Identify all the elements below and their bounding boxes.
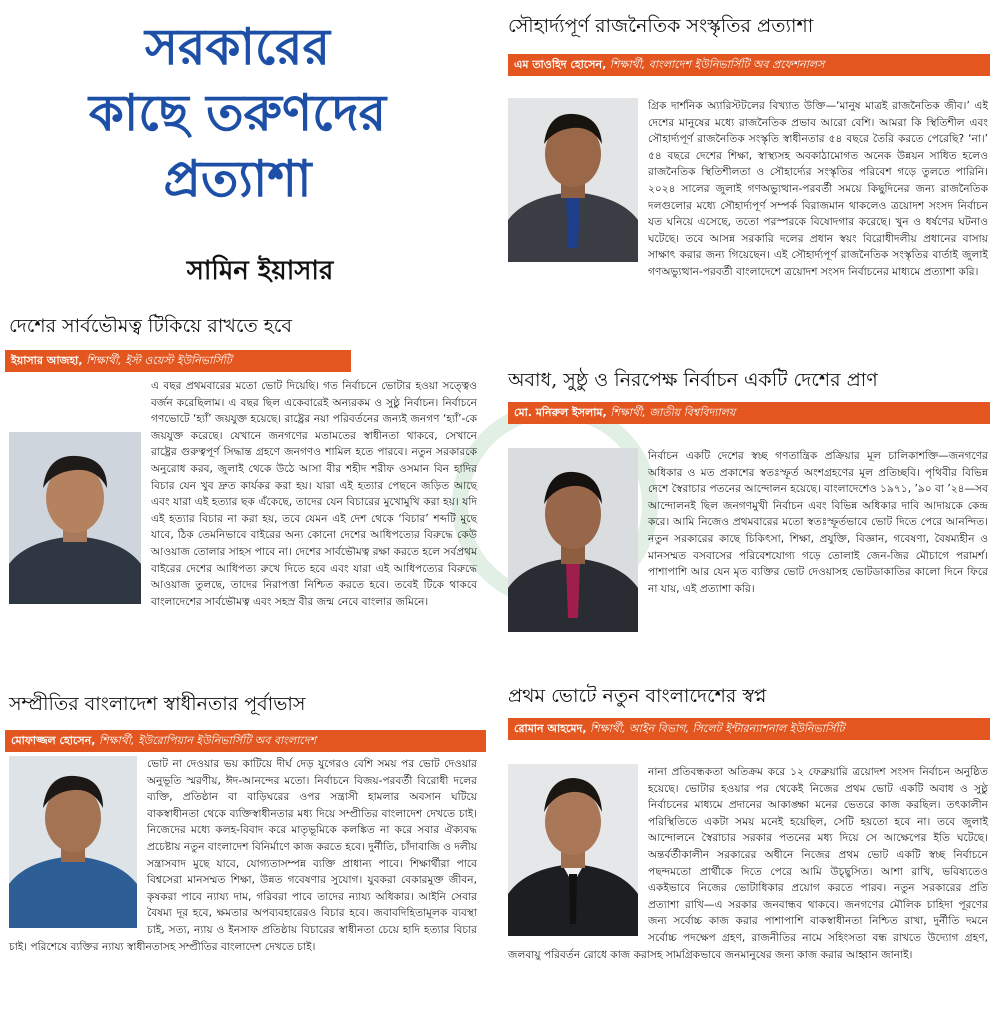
author-role: শিক্ষার্থী, ইস্ট ওয়েস্ট ইউনিভার্সিটি [86,354,232,367]
author-bar [508,402,990,424]
article-heading: প্রথম ভোটে নতুন বাংলাদেশের স্বপ্ন [508,685,767,707]
author-name: মো. মনিরুল ইসলাম, [514,406,607,419]
article-heading: অবাধ, সুষ্ঠু ও নিরপেক্ষ নির্বাচন একটি দেশের প্রাণ [508,369,878,391]
article-text: ভোট না দেওয়ার ভয় কাটিয়ে দীর্ঘ দেড় যুগেরও বেশি সময় পর ভোট দেওয়ার অনুভূতি স্মরণীয়, ঈদ-আনন্দের মতো। নির্বাচনে বিজয়-পরবর্তী বিরোধী দলের ব্যক্তি, প্রতিষ্ঠান বা বাড়িঘরের ওপর সন্ত্রাসী হামলার অবসান ঘটিয়ে বাকস্বাধীনতা থেকে ব্যক্তিস্বাধীনতার মধ্য দিয়ে সম্প্রীতির বাংলাদেশ দেখতে চাই। নিজেদের মধ্যে কলহ-বিবাদ করে মাতৃভূমিকে কলঙ্কিত না করে সবার ঐক্যবদ্ধ প্রচেষ্টায় নতুন বাংলাদেশ বিনির্মাণে কাজ করতে হবে। দুর্নীতি, চাঁদাবাজি ও দলীয় সন্ত্রাসবাদ মুছে যাবে, যোগ্যতাসম্পন্ন ব্যক্তি প্রাধান্য পাবে। শিক্ষার্থীরা পাবে বিশ্বসেরা মানসম্মত শিক্ষা, উন্নত গবেষণার সুযোগ। যুবকরা বেকারমুক্ত জীবন, কৃষকরা পাবে ন্যায্য দাম, গরিবরা পাবে তাদের ন্যায্য অধিকার। আইনি সেবার বৈষম্য দূর হবে, ক্ষমতার অপব্যবহারেরও বিচার হবে। জবাবদিহিতামূলক ব্যবস্থা চাই, সত্য, ন্যায় ও ইনসাফ প্রতিষ্ঠায় বিচারের স্বাধীনতা চেয়ে হাদি হত্যার বিচার চাই। পরিশেষে ব্যক্তির ন্যায্য স্বাধীনতাসহ সম্প্রীতির বাংলাদেশ দেখতে চাই। [9,758,477,953]
article-body [9,756,477,1022]
author-name: ইয়াসার আজহা, [11,354,83,367]
byline: সামিন ইয়াসার [186,256,334,286]
portrait-photo [508,98,638,262]
article-text: নির্বাচন একটি দেশের স্বচ্ছ গণতান্ত্রিক প্রক্রিয়ার মূল চালিকাশক্তি—জনগণের অধিকার ও মত প্রকাশের স্বতঃস্ফূর্ত অংশগ্রহণের মূল প্রতিচ্ছবি। পৃথিবীর বিভিন্ন দেশে স্বৈরাচার পতনের আন্দোলন হয়েছে। বাংলাদেশেও ১৯৭১, ’৯০ বা ’২৪—সব আন্দোলনই ছিল জনগণমুখী নির্বাচন এবং বিভিন্ন অধিকার দাবি আদায়কে কেন্দ্র করে। আমি নিজেও প্রথমবারের মতো স্বতঃস্ফূর্তভাবে ভোট দিতে পেরে আনন্দিত। নতুন সরকারের কাছে চিকিৎসা, শিক্ষা, প্রযুক্তি, বিজ্ঞান, গবেষণা, বৈষম্যহীন ও মানসম্মত বসবাসের পরিবেশযোগ্য গড়ে তোলাই জেন-জির মৌচাগে পরামর্শ। পাশাপাশি আর যেন মৃত ব্যক্তির ভোট দেওয়াসহ ভোটডাকাতির কালো দিনে ফিরে না যায়, এই প্রত্যাশা করি। [648,450,988,595]
portrait-photo [9,756,137,928]
article-heading: সৌহার্দ্যপূর্ণ রাজনৈতিক সংস্কৃতির প্রত্যাশা [508,15,814,37]
title-line: কাছে তরুণদের [88,83,387,142]
portrait-photo [508,764,638,936]
author-role: শিক্ষার্থী, ইউরোপিয়ান ইউনিভার্সিটি অব বাংলাদেশ [98,734,316,747]
author-role: শিক্ষার্থী, বাংলাদেশ ইউনিভার্সিটি অব প্রফেশনালস [609,58,825,71]
article-body [508,448,988,654]
author-name: মোফাজ্জল হোসেন, [11,734,96,747]
article-body [508,98,988,342]
article-heading: দেশের সার্বভৌমত্ব টিকিয়ে রাখতে হবে [9,315,292,337]
title-line: প্রত্যাশা [163,149,312,208]
author-bar [508,718,990,740]
article-heading: সম্প্রীতির বাংলাদেশ স্বাধীনতার পূর্বাভাস [9,693,306,715]
author-bar [5,350,351,372]
author-role: শিক্ষার্থী, জাতীয় বিশ্ববিদ্যালয় [610,406,736,419]
author-name: রোমান আহমেদ, [514,722,587,735]
article-sovereignty [0,312,482,662]
portrait-photo [9,432,141,604]
article-political-culture [502,12,992,342]
author-bar [5,730,486,752]
article-fair-election [502,366,992,656]
author-bar [508,54,990,76]
title-line: সরকারের [144,17,331,76]
author-role: শিক্ষার্থী, আইন বিভাগ, সিলেট ইন্টারন্যাশনাল ইউনিভার্সিটি [590,722,845,735]
article-text: গ্রিক দার্শনিক অ্যারিস্টটলের বিখ্যাত উক্তি—‘মানুষ মাত্রই রাজনৈতিক জীব।’ এই দেশের মানুষের মধ্যে রাজনৈতিক প্রভাব আরো বেশি। আমরা কি স্থিতিশীল এবং সৌহার্দ্যপূর্ণ রাজনৈতিক সংস্কৃতি স্বাধীনতার ৫৪ বছরে তৈরি করতে পেরেছি? ‘না।’ ৫৪ বছরে দেশের শিক্ষা, স্বাস্থ্যসহ অবকাঠামোগত অনেক উন্নয়ন সাধিত হলেও রাজনৈতিক স্থিতিশীলতা ও সৌহার্দ্যের সংস্কৃতির পরিবেশ গড়ে তুলতে পারিনি। ২০২৪ সালের জুলাই গণঅভ্যুত্থান-পরবর্তী সময়ে কিছুদিনের জন্য রাজনৈতিক দলগুলোর মধ্যে সৌহার্দ্যপূর্ণ সম্পর্ক বিরাজমান থাকলেও ত্রয়োদশ সংসদ নির্বাচন যত ঘনিয়ে এসেছে, ততো পরস্পরকে বিষোদগার করেছে। খুন ও ধর্ষণের ঘটনাও ঘটেছে। তবে আসন্ন সরকারি দলের প্রধান স্বয়ং বিরোধীদলীয় প্রধানের বাসায় সাক্ষাৎ করার জন্য গিয়েছেন। এই সৌহার্দ্যপূর্ণ রাজনৈতিক সংস্কৃতির বার্তাই জুলাই গণঅভ্যুত্থান-পরবর্তী বাংলাদেশে ত্রয়োদশ সংসদ নির্বাচনের মাধ্যমে প্রত্যাশা করি। [648,100,988,278]
article-body [9,378,477,662]
page-title [40,14,435,212]
author-name: এম তাওহিদ হোসেন, [514,58,607,71]
article-text: নানা প্রতিবন্ধকতা অতিক্রম করে ১২ ফেব্রুয়ারি ত্রয়োদশ সংসদ নির্বাচন অনুষ্ঠিত হয়েছে। ভোটার হওয়ার পর থেকেই নিজের প্রথম ভোট একটি অবাধ ও সুষ্ঠু নির্বাচনের মাধ্যমে প্রদানের আকাঙ্ক্ষা মনের ভেতরে কাজ করছিল। তৎকালীন পরিস্থিতিতে একটা সময় মনেই হয়েছিল, সেটি হয়তো হবে না। তবে জুলাই আন্দোলনে স্বৈরাচার সরকার পতনের মধ্য দিয়ে সে আক্ষেপের ইতি ঘটেছে। অন্তর্বর্তীকালীন সরকারের অধীনে নিজের প্রথম ভোট একটি স্বচ্ছ নির্বাচনে পছন্দমতো প্রার্থীকে দিতে পেরে আমি উচ্ছ্বসিত। আশা রাখি, ভবিষ্যতেও একইভাবে নিজের ভোটাধিকার প্রয়োগ করতে পারব। নতুন সরকারের প্রতি প্রত্যাশা রাখি—এ সরকার জনবান্ধব থাকবে। জনগণের মৌলিক চাহিদা পূরণের জন্য সর্বোচ্চ কাজ করার পাশাপাশি বাকস্বাধীনতা নিশ্চিত রাখা, দুর্নীতি দমনে সর্বোচ্চ পদক্ষেপ গ্রহণ, রাজনীতির নামে সহিংসতা বন্ধ রাখতে উদ্যোগ গ্রহণ, জলবায়ু পরিবর্তন রোধে কাজ করাসহ সামগ্রিকভাবে জনমানুষের জন্য কাজ করার আহ্বান জানাই। [508,766,988,961]
portrait-photo [508,448,638,632]
article-body [508,764,988,1022]
article-harmony [0,690,482,1024]
article-text: এ বছর প্রথমবারের মতো ভোট দিয়েছি। গত নির্বাচনে ভোটার হওয়া সত্ত্বেও বর্জন করেছিলাম। এ বছর ছিল একেবারেই অন্যরকম ও সুষ্ঠু নির্বাচন। নির্বাচনে গণভোটে ‘হ্যাঁ’ জয়যুক্ত হয়েছে। রাষ্ট্রের নয়া পরিবর্তনের জন্যই জনগণ ‘হ্যাঁ’-কে জয়যুক্ত করেছে। যেখানে জনগণের মতামতের স্বাধীনতা থাকবে, সেখানে রাষ্ট্রের গুরুত্বপূর্ণ সিদ্ধান্ত গ্রহণে জনগণও শামিল হতে পারবে। নতুন সরকারকে অনুরোধ করব, জুলাই থেকে উঠে আসা বীর শহীদ শরীফ ওসমান বিন হাদির বিচার যেন খুব দ্রুত কার্যকর করা হয়। যারা এই হত্যার পেছনে জড়িত আছে এবং যারা এই হত্যার ছক এঁকেছে, তাদের যেন বিচারের মুখোমুখি করা হয়। যদি এই হত্যার বিচার না করা হয়, তবে যেমন এই দেশ থেকে ‘বিচার’ শব্দটি মুছে যাবে, ঠিক তেমনিভাবে বাইরের অন্য কোনো দেশের আধিপত্যের বিরুদ্ধে কেউ আওয়াজ তোলার সাহস পাবে না। দেশের সার্বভৌমত্ব রক্ষা করতে হলে সর্বপ্রথম বাইরের দেশের আধিপত্য রুখে দিতে হবে এবং যারা এই আধিপত্যের বিরুদ্ধে আওয়াজ তুলছে, তাদের নিরাপত্তা নিশ্চিত করতে হবে। তবেই টিকে থাকবে বাংলাদেশের সার্বভৌমত্ব এবং সহস্র বীর জন্ম নেবে বাংলার জমিনে। [151,380,477,608]
article-first-vote [502,682,992,1024]
